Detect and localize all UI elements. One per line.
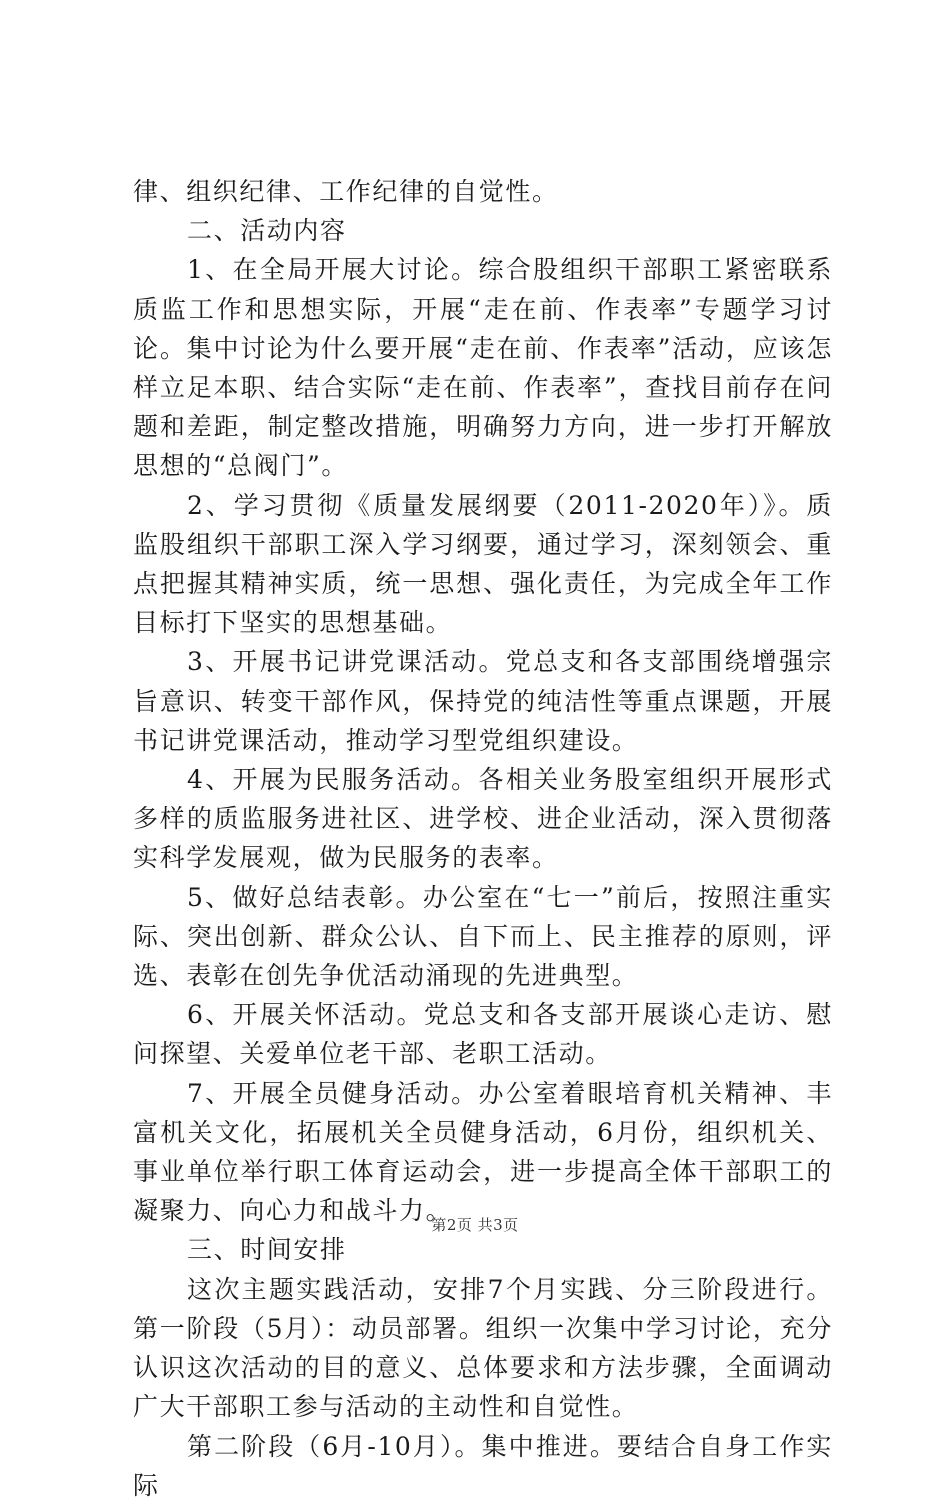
paragraph-schedule-stage-2: 第二阶段（6月-10月）。集中推进。要结合自身工作实际: [133, 1431, 833, 1500]
section-heading-activity-content: 二、活动内容: [187, 216, 347, 246]
paragraph-item-1: 1、在全局开展大讨论。综合股组织干部职工紧密联系质监工作和思想实际，开展“走在前、作表率”专题学习讨论。集中讨论为什么要开展“走在前、作表率”活动，应该怎样立足本职、结合实际“走在前、作表率”，查找目前存在问题和差距，制定整改措施，明确努力方向，进一步打开解放思想的“总阀门”。: [133, 255, 833, 481]
paragraph-schedule-stage-1: 这次主题实践活动，安排7个月实践、分三阶段进行。第一阶段（5月）：动员部署。组织一次集中学习讨论，充分认识这次活动的目的意义、总体要求和方法步骤，全面调动广大干部职工参与活动的主动性和自觉性。: [133, 1274, 833, 1422]
paragraph-item-3: 3、开展书记讲党课活动。党总支和各支部围绕增强宗旨意识、转变干部作风，保持党的纯洁性等重点课题，开展书记讲党课活动，推动学习型党组织建设。: [133, 647, 833, 755]
paragraph-item-7: 7、开展全员健身活动。办公室着眼培育机关精神、丰富机关文化，拓展机关全员健身活动，6月份，组织机关、事业单位举行职工体育运动会，进一步提高全体干部职工的凝聚力、向心力和战斗力。: [133, 1078, 833, 1226]
paragraph-continuation: 律、组织纪律、工作纪律的自觉性。: [133, 177, 559, 206]
paragraph-item-2: 2、学习贯彻《质量发展纲要（2011-2020年）》。质监股组织干部职工深入学习纲要，通过学习，深刻领会、重点把握其精神实质，统一思想、强化责任，为完成全年工作目标打下坚实的思想基础。: [133, 490, 833, 638]
page-number-footer: 第2页 共3页: [431, 1216, 519, 1234]
paragraph-item-6: 6、开展关怀活动。党总支和各支部开展谈心走访、慰问探望、关爱单位老干部、老职工活动。: [133, 1000, 833, 1069]
paragraph-item-4: 4、开展为民服务活动。各相关业务股室组织开展形式多样的质监服务进社区、进学校、进企业活动，深入贯彻落实科学发展观，做为民服务的表率。: [133, 765, 833, 873]
paragraph-item-5: 5、做好总结表彰。办公室在“七一”前后，按照注重实际、突出创新、群众公认、自下而上、民主推荐的原则，评选、表彰在创先争优活动涌现的先进典型。: [133, 882, 833, 991]
document-body: [133, 172, 833, 1505]
section-heading-schedule: 三、时间安排: [187, 1235, 347, 1265]
